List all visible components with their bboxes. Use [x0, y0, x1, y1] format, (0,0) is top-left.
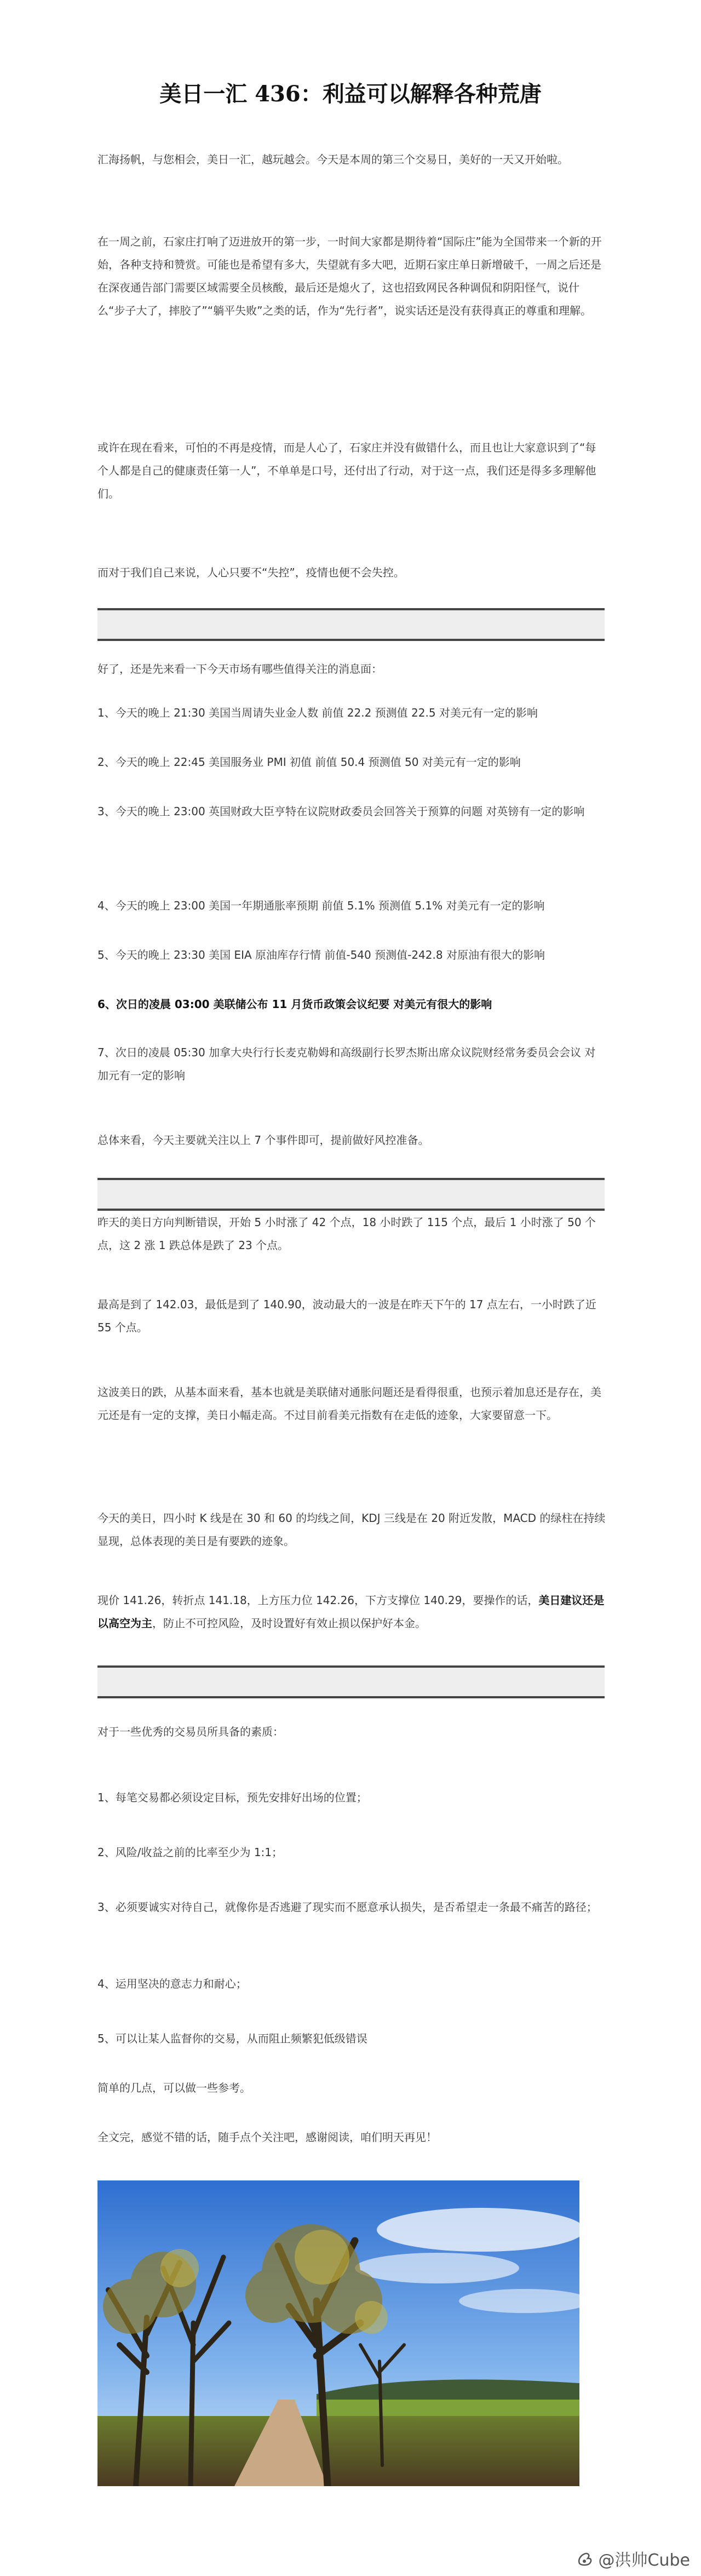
analysis-recommendation: 美日建议还是以高空为主: [97, 1594, 605, 1630]
event-item-7: 7、次日的凌晨 05:30 加拿大央行行长麦克勒姆和高级副行长罗杰斯出席众议院财经常务委员会会议 对加元有一定的影响: [97, 1046, 596, 1082]
article-title: 美日一汇 436：利益可以解释各种荒唐: [159, 81, 542, 107]
event-item-5: 5、今天的晚上 23:30 美国 EIA 原油库存行情 前值-540 预测值-242.8 对原油有很大的影响: [97, 948, 545, 961]
tips-intro: 对于一些优秀的交易员所具备的素质：: [97, 1725, 284, 1738]
event-item-6-text: 6、次日的凌晨 03:00 美联储公布 11 月货币政策会议纪要 对美元有很大的影响: [97, 998, 492, 1011]
analysis-paragraph-5: [97, 1589, 606, 1635]
analysis-paragraph-1: 昨天的美日方向判断错误，开始 5 小时涨了 42 个点，18 小时跌了 115 个点，最后 1 小时涨了 50 个点，这 2 涨 1 跌总体是跌了 23 个点。: [97, 1216, 596, 1252]
story-paragraph: 在一周之前，石家庄打响了迈进放开的第一步，一时间大家都是期待着“国际庄”能为全国带来一个新的开始，各种支持和赞赏。可能也是希望有多大，失望就有多大吧，近期石家庄单日新增破千，一周之后还是在深夜通告部门需要区域需要全员核酸，最后还是熄火了，这也招致网民各种调侃和阴阳怪气，说什么“步子大了，摔胶了”“躺平失败”之类的话，作为“先行者”，说实话还是没有获得真正的尊重和理解。: [97, 235, 602, 317]
event-item-6: [97, 993, 606, 1016]
story-paragraph-2: 或许在现在看来，可怕的不再是疫情，而是人心了，石家庄并没有做错什么，而且也让大家意识到了“每个人都是自己的健康责任第一人”，不单单是口号，还付出了行动，对于这一点，我们还是得多多理解他们。: [97, 441, 596, 500]
tip-item-5: 5、可以让某人监督你的交易，从而阻止频繁犯低级错误: [97, 2032, 367, 2045]
event-item-3: 3、今天的晚上 23:00 英国财政大臣亨特在议院财政委员会回答关于预算的问题 对英镑有一定的影响: [97, 805, 585, 818]
tips-summary: 简单的几点，可以做一些参考。: [97, 2081, 251, 2094]
section-divider-3: [97, 1665, 605, 1698]
closing-paragraph: 全文完，感觉不错的话，随手点个关注吧，感谢阅读，咱们明天再见！: [97, 2131, 437, 2144]
tree-lined-path-image: [97, 2180, 579, 2486]
section-divider-2: [97, 1178, 605, 1211]
news-intro: 好了，还是先来看一下今天市场有哪些值得关注的消息面：: [97, 662, 382, 676]
news-summary: 总体来看，今天主要就关注以上 7 个事件即可，提前做好风控准备。: [97, 1134, 429, 1147]
analysis-text-b: ，防止不可控风险，及时设置好有效止损以保护好本金。: [152, 1617, 426, 1630]
tip-item-2: 2、风险/收益之前的比率至少为 1:1；: [97, 1846, 283, 1859]
footer-watermark: [577, 2546, 690, 2571]
analysis-paragraph-3: 这波美日的跌，从基本面来看，基本也就是美联储对通胀问题还是看得很重，也预示着加息还是存在，美元还是有一定的支撑，美日小幅走高。不过目前看美元指数有在走低的迹象，大家要留意一下。: [97, 1386, 601, 1422]
intro-paragraph: 汇海扬帆，与您相会，美日一汇，越玩越会。今天是本周的第三个交易日，美好的一天又开始啦。: [97, 153, 568, 166]
analysis-paragraph-4: 今天的美日，四小时 K 线是在 30 和 60 的均线之间，KDJ 三线是在 20 附近发散，MACD 的绿柱在持续显现，总体表现的美日是有要跌的迹象。: [97, 1512, 606, 1548]
watermark-text: @洪帅Cube: [598, 2551, 690, 2570]
story-paragraph-3: 而对于我们自己来说，人心只要不“失控”，疫情也便不会失控。: [97, 566, 405, 579]
event-item-4: 4、今天的晚上 23:00 美国一年期通胀率预期 前值 5.1% 预测值 5.1% 对美元有一定的影响: [97, 899, 545, 912]
tip-item-4: 4、运用坚决的意志力和耐心；: [97, 1977, 247, 1990]
event-item-2: 2、今天的晚上 22:45 美国服务业 PMI 初值 前值 50.4 预测值 50 对美元有一定的影响: [97, 755, 521, 769]
event-item-1: 1、今天的晚上 21:30 美国当周请失业金人数 前值 22.2 预测值 22.5 对美元有一定的影响: [97, 706, 538, 719]
analysis-paragraph-2: 最高是到了 142.03，最低是到了 140.90，波动最大的一波是在昨天下午的 17 点左右，一小时跌了近 55 个点。: [97, 1298, 596, 1334]
tip-item-1: 1、每笔交易都必须设定目标，预先安排好出场的位置；: [97, 1791, 367, 1804]
landscape-photo: [97, 2180, 579, 2486]
section-divider: [97, 608, 605, 641]
analysis-text-a: 现价 141.26，转折点 141.18，上方压力位 142.26，下方支撑位 140.29，要操作的话，: [97, 1594, 539, 1607]
weibo-logo-icon: [577, 2550, 593, 2567]
tip-item-3: 3、必须要诚实对待自己，就像你是否逃避了现实而不愿意承认损失，是否希望走一条最不痛苦的路径；: [97, 1900, 597, 1914]
